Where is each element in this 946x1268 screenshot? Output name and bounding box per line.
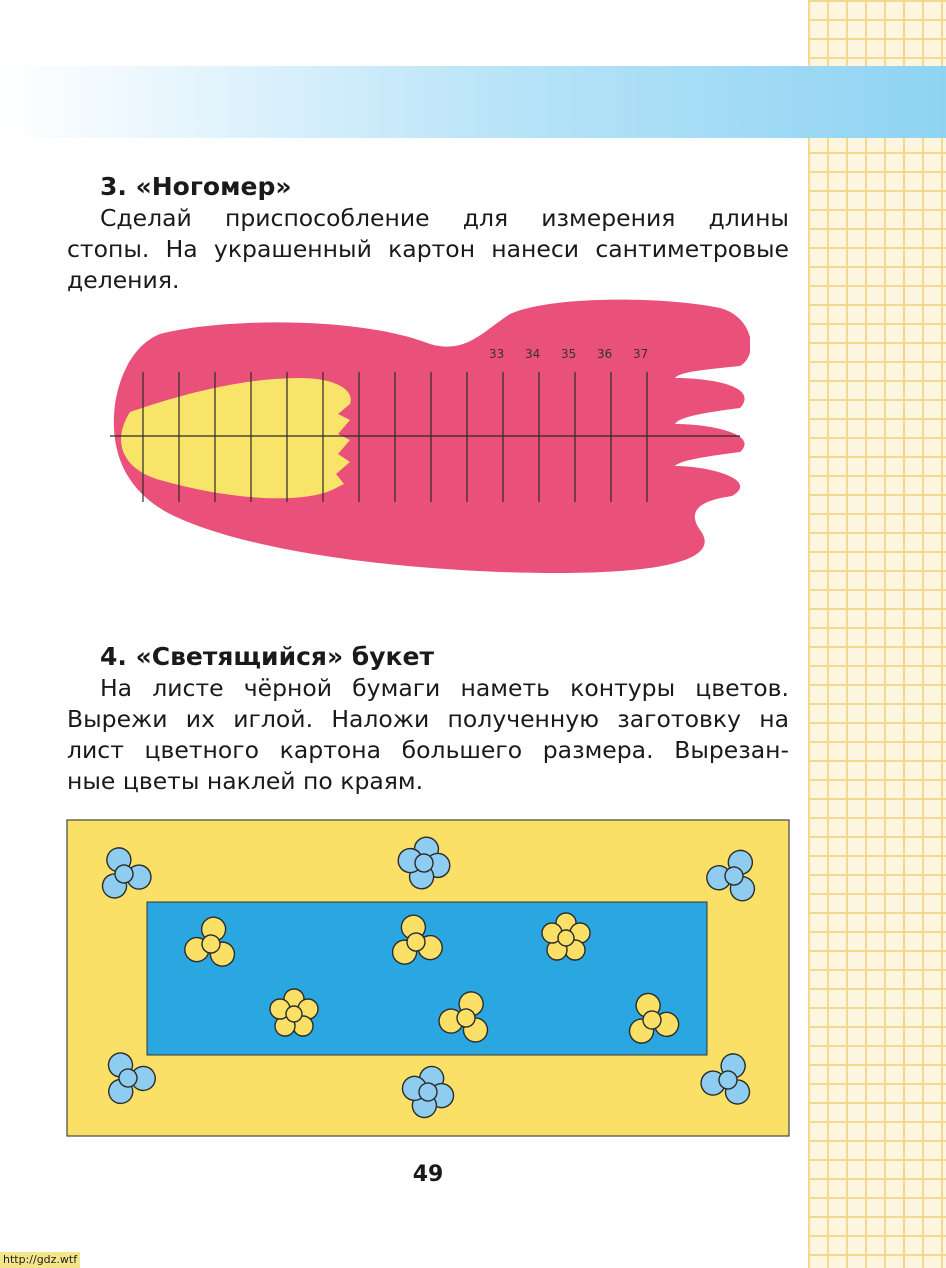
- scale-label: 36: [597, 347, 613, 361]
- scale-label: 34: [525, 347, 541, 361]
- text-line: стопы. На украшенный картон нанеси сантиметровые: [67, 235, 789, 263]
- section-3-text: [67, 203, 789, 296]
- scale-label: 33: [489, 347, 505, 361]
- section-3-heading: 3. «Ногомер»: [100, 172, 292, 201]
- grid-margin-strip: [808, 0, 946, 1268]
- foot-measure-illustration: [100, 294, 750, 584]
- bouquet-illustration: [66, 818, 792, 1140]
- text-line: Вырежи их иглой. Наложи полученную заготовку на: [67, 705, 789, 733]
- page-number: 49: [412, 1162, 444, 1187]
- section-4-heading: 4. «Светящийся» букет: [100, 642, 434, 671]
- header-band: [0, 66, 946, 138]
- text-line: деления.: [67, 266, 180, 294]
- blue-panel: [147, 902, 707, 1055]
- scale-label: 35: [561, 347, 577, 361]
- section-4-text: [67, 673, 789, 797]
- text-line: ные цветы наклей по краям.: [67, 767, 424, 795]
- text-line: Сделай приспособление для измерения длины: [100, 204, 789, 232]
- scale-label: 37: [633, 347, 649, 361]
- text-line: лист цветного картона большего размера. Вырезан-: [67, 736, 789, 764]
- watermark-link[interactable]: http://gdz.wtf: [0, 1252, 80, 1268]
- text-line: На листе чёрной бумаги наметь контуры цветов.: [100, 674, 789, 702]
